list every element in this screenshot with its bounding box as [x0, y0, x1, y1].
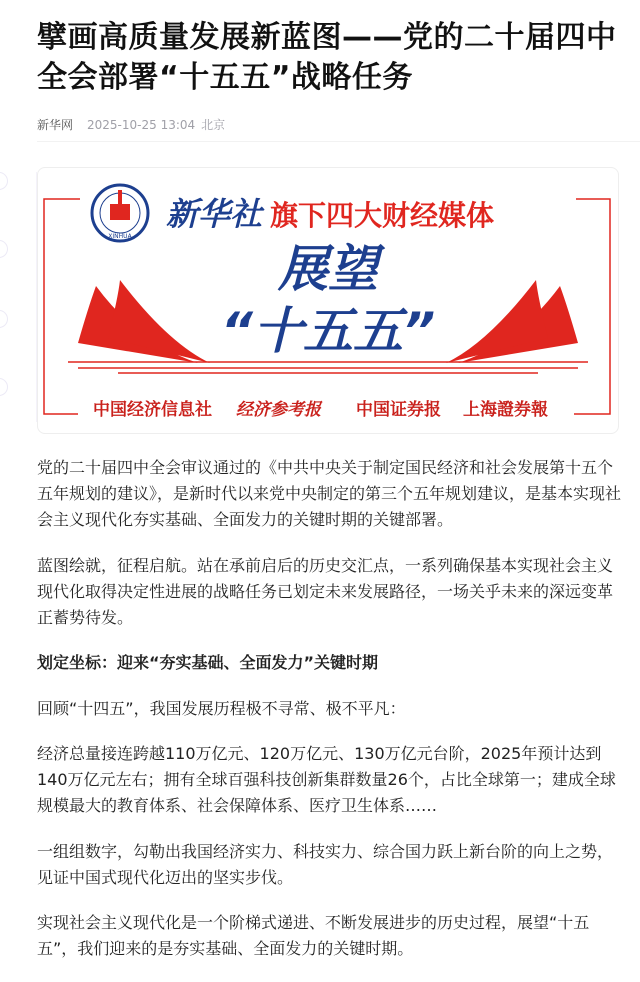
article-title: 擘画高质量发展新蓝图——党的二十届四中全会部署“十五五”战略任务: [37, 20, 617, 95]
section-heading: 划定坐标：迎来“夯实基础、全面发力”关键时期: [37, 653, 379, 672]
paragraph: 蓝图绘就，征程启航。站在承前启后的历史交汇点，一系列确保基本实现社会主义现代化取得决定性进展的战略任务已划定未来发展路径，一场关乎未来的深远变革正蓄势待发。: [37, 555, 614, 627]
banner-main-line1: 展望: [278, 240, 378, 298]
article-meta: [37, 116, 225, 133]
divider: [37, 141, 640, 142]
paragraph: 实现社会主义现代化是一个阶梯式递进、不断发展进步的历史过程，展望“十五五”，我们迎来的是夯实基础、全面发力的关键时期。: [37, 913, 590, 958]
paragraph: 党的二十届四中全会审议通过的《中共中央关于制定国民经济和社会发展第十五个五年规划的建议》，是新时代以来党中央制定的第三个五年规划建议，是基本实现社会主义现代化夯实基础、全面发力的关键时期的关键部署。: [37, 458, 622, 529]
source-link[interactable]: 新华网: [37, 118, 74, 132]
agency-name: 新华社: [166, 195, 263, 233]
banner-graphic: [38, 168, 618, 433]
paragraph: 回顾“十四五”，我国发展历程极不寻常、极不平凡：: [37, 698, 406, 718]
side-nav-dot[interactable]: [0, 310, 8, 328]
outlet-name: 上海證券報: [463, 400, 548, 420]
paragraph: 一组组数字，勾勒出我国经济实力、科技实力、综合国力跃上新台阶的向上之势，见证中国式现代化迈出的坚实步伐。: [37, 841, 614, 887]
paragraph: 经济总量接连跨越110万亿元、120万亿元、130万亿元台阶，2025年预计达到140万亿元左右；拥有全球百强科技创新集群数量26个，占比全球第一；建成全球规模最大的教育体系、社会保障体系、医疗卫生体系……: [37, 744, 616, 815]
article-body: [37, 455, 621, 982]
location: 北京: [201, 118, 226, 132]
publish-time: 2025-10-25 13:04: [87, 118, 196, 132]
side-nav-dot[interactable]: [0, 172, 8, 190]
outlet-name: 经济参考报: [236, 400, 321, 420]
outlet-list: [93, 399, 548, 420]
banner-main-line2: “十五五”: [220, 302, 436, 360]
outlet-name: 中国证券报: [356, 400, 441, 420]
logo-text: XINHUA: [108, 233, 132, 240]
side-nav-dot[interactable]: [0, 240, 8, 258]
side-nav-dot[interactable]: [0, 378, 8, 396]
outlet-name: 中国经济信息社: [93, 400, 212, 420]
decorative-lines: [68, 362, 588, 373]
banner-image: [37, 167, 619, 434]
banner-headline: 旗下四大财经媒体: [270, 199, 495, 232]
